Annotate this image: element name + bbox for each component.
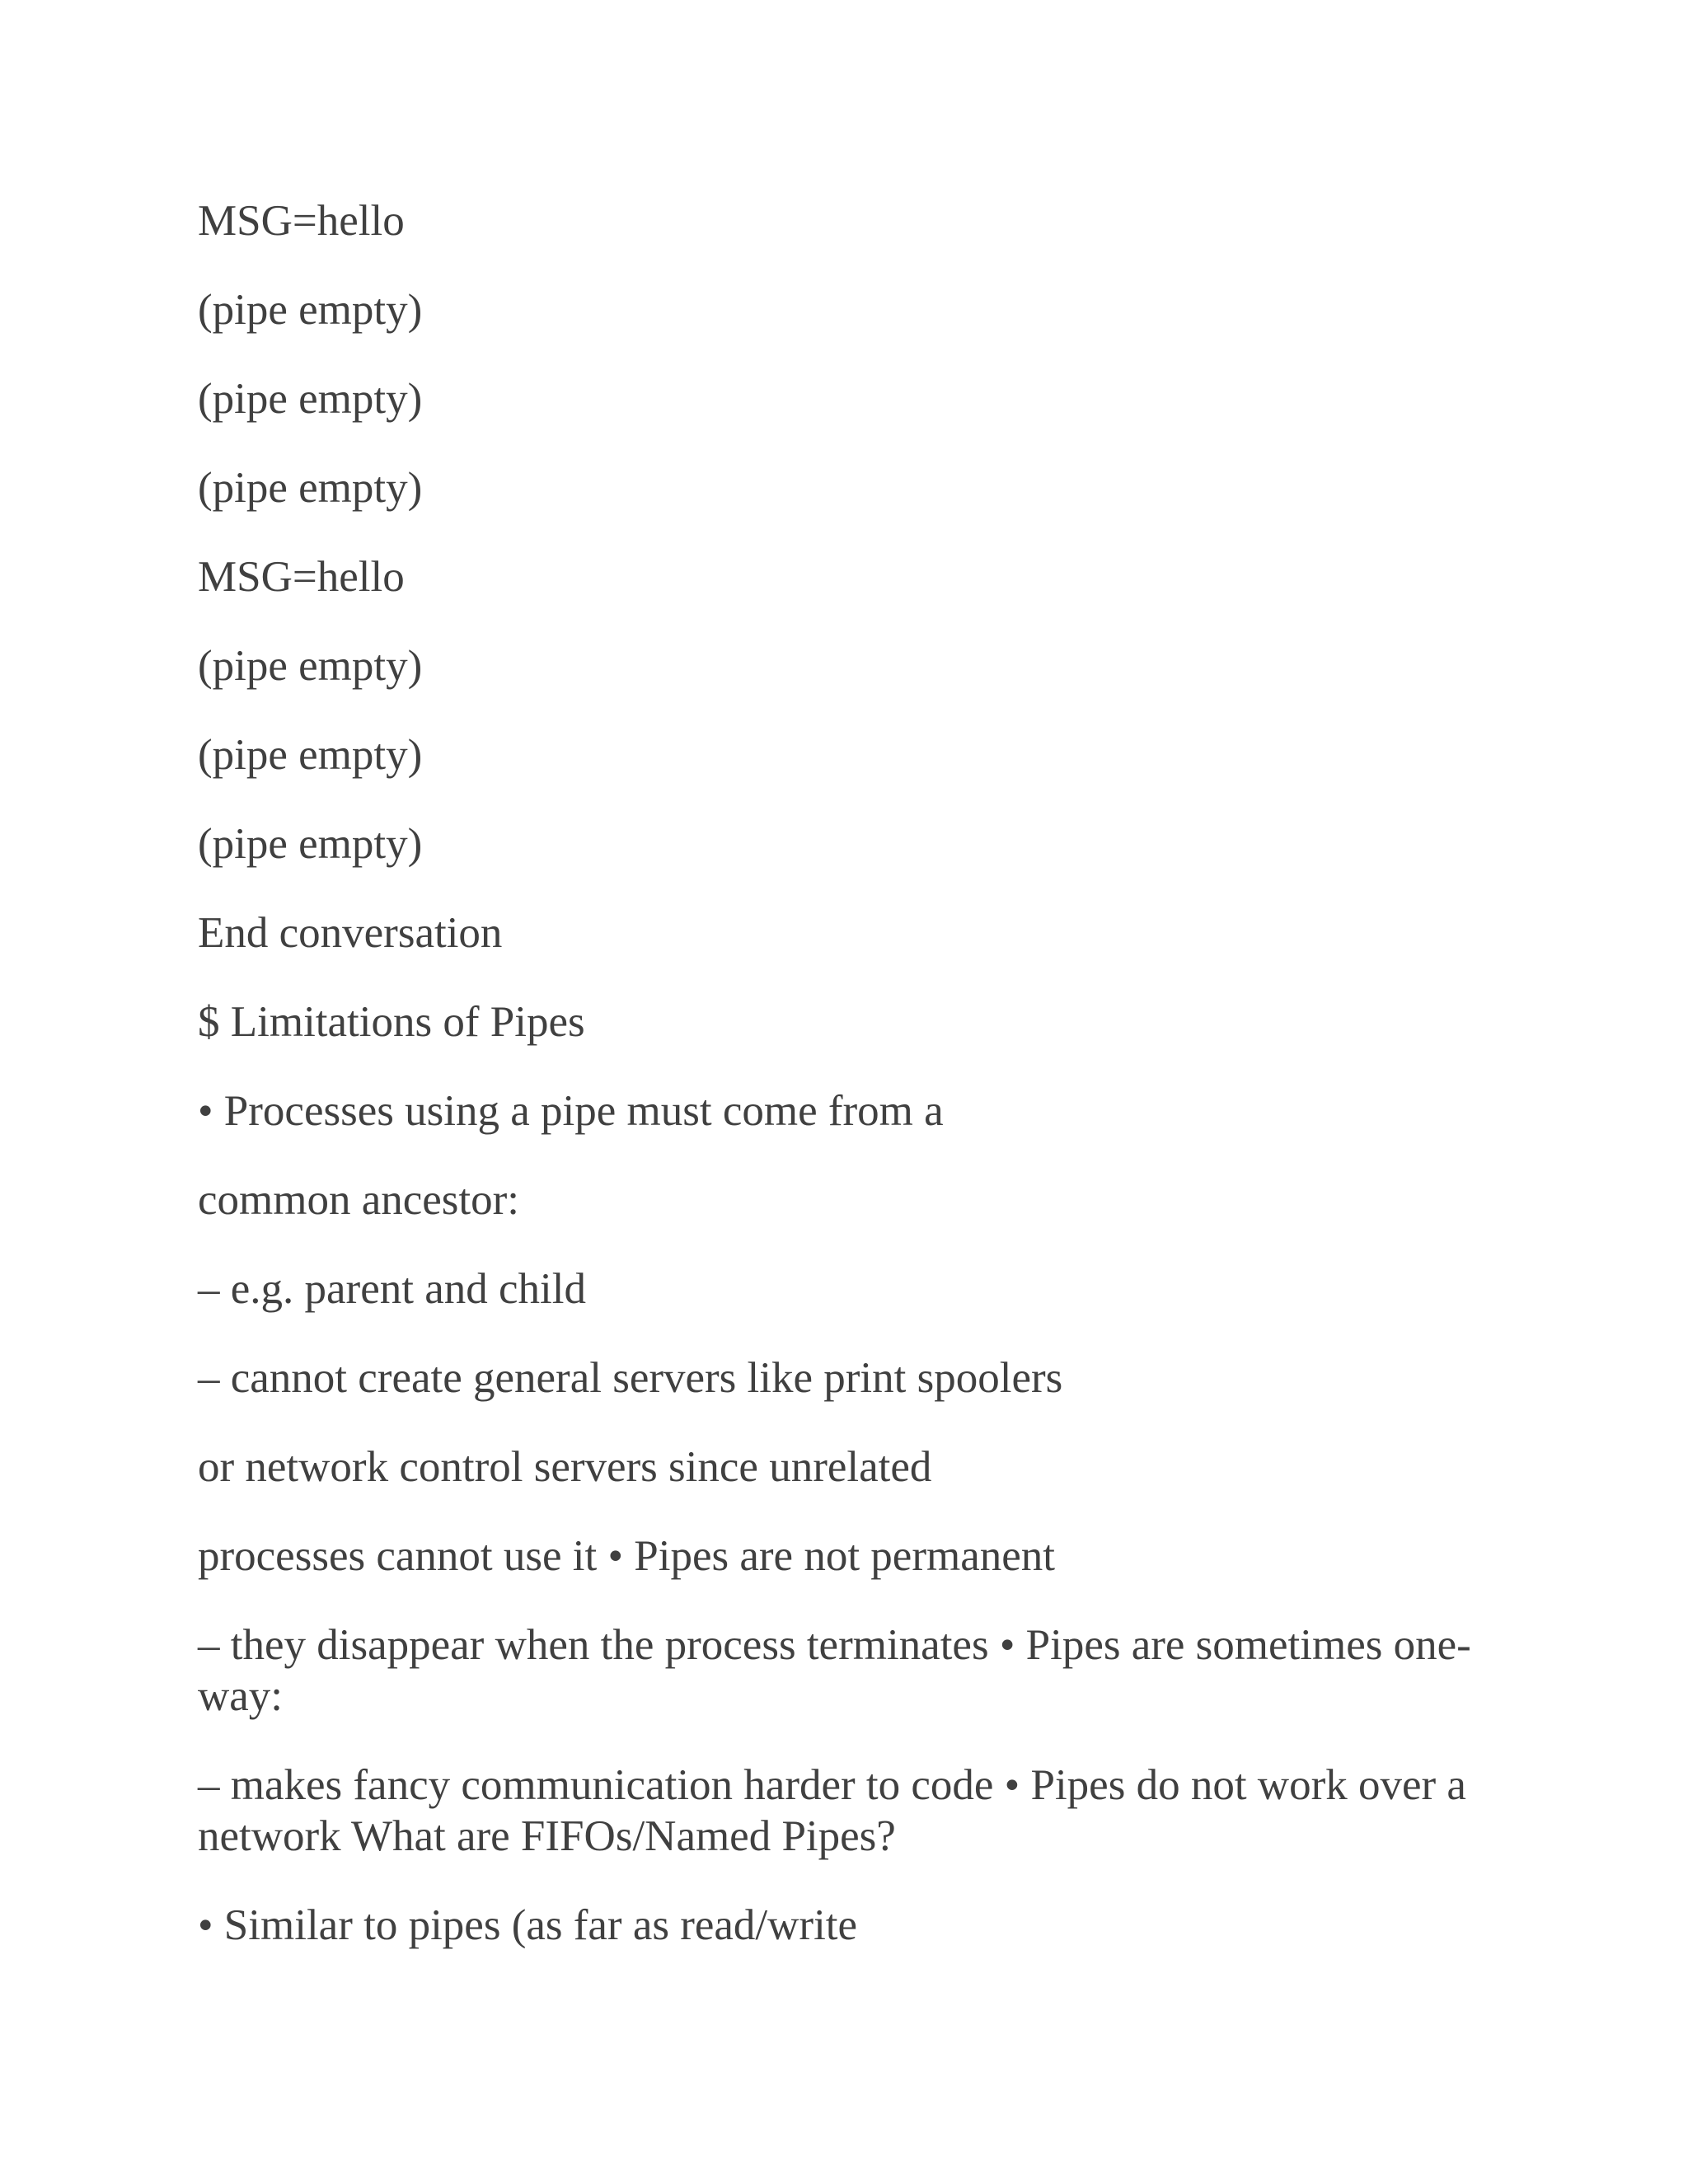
- paragraph-network-control: or network control servers since unrelated: [198, 1443, 932, 1491]
- paragraph-pipe-empty-2: (pipe empty): [198, 375, 423, 423]
- paragraph-pipe-empty-6: (pipe empty): [198, 820, 423, 868]
- sub-bullet-general-servers: – cannot create general servers like print spoolers: [198, 1354, 1063, 1402]
- paragraph-not-permanent: processes cannot use it • Pipes are not permanent: [198, 1532, 1055, 1580]
- paragraph-pipe-empty-1: (pipe empty): [198, 286, 423, 334]
- paragraph-fifos: – makes fancy communication harder to code • Pipes do not work over a network What are FIFOs/Named Pipes?: [198, 1761, 1466, 1860]
- paragraph-pipe-empty-5: (pipe empty): [198, 731, 423, 779]
- bullet-similar-to-pipes: • Similar to pipes (as far as read/write: [198, 1901, 858, 1949]
- bullet-common-ancestor: • Processes using a pipe must come from a: [198, 1087, 944, 1135]
- paragraph-msg-2: MSG=hello: [198, 553, 405, 601]
- paragraph-common-ancestor: common ancestor:: [198, 1176, 520, 1224]
- paragraph-pipe-empty-3: (pipe empty): [198, 464, 423, 512]
- paragraph-one-way: – they disappear when the process terminates • Pipes are sometimes one-way:: [198, 1621, 1471, 1720]
- document-body: [198, 195, 1533, 1989]
- sub-bullet-parent-child: – e.g. parent and child: [198, 1265, 586, 1313]
- paragraph-msg-1: MSG=hello: [198, 197, 405, 245]
- paragraph-pipe-empty-4: (pipe empty): [198, 642, 423, 690]
- heading-limitations-of-pipes: $ Limitations of Pipes: [198, 998, 585, 1046]
- paragraph-end-conversation: End conversation: [198, 909, 503, 957]
